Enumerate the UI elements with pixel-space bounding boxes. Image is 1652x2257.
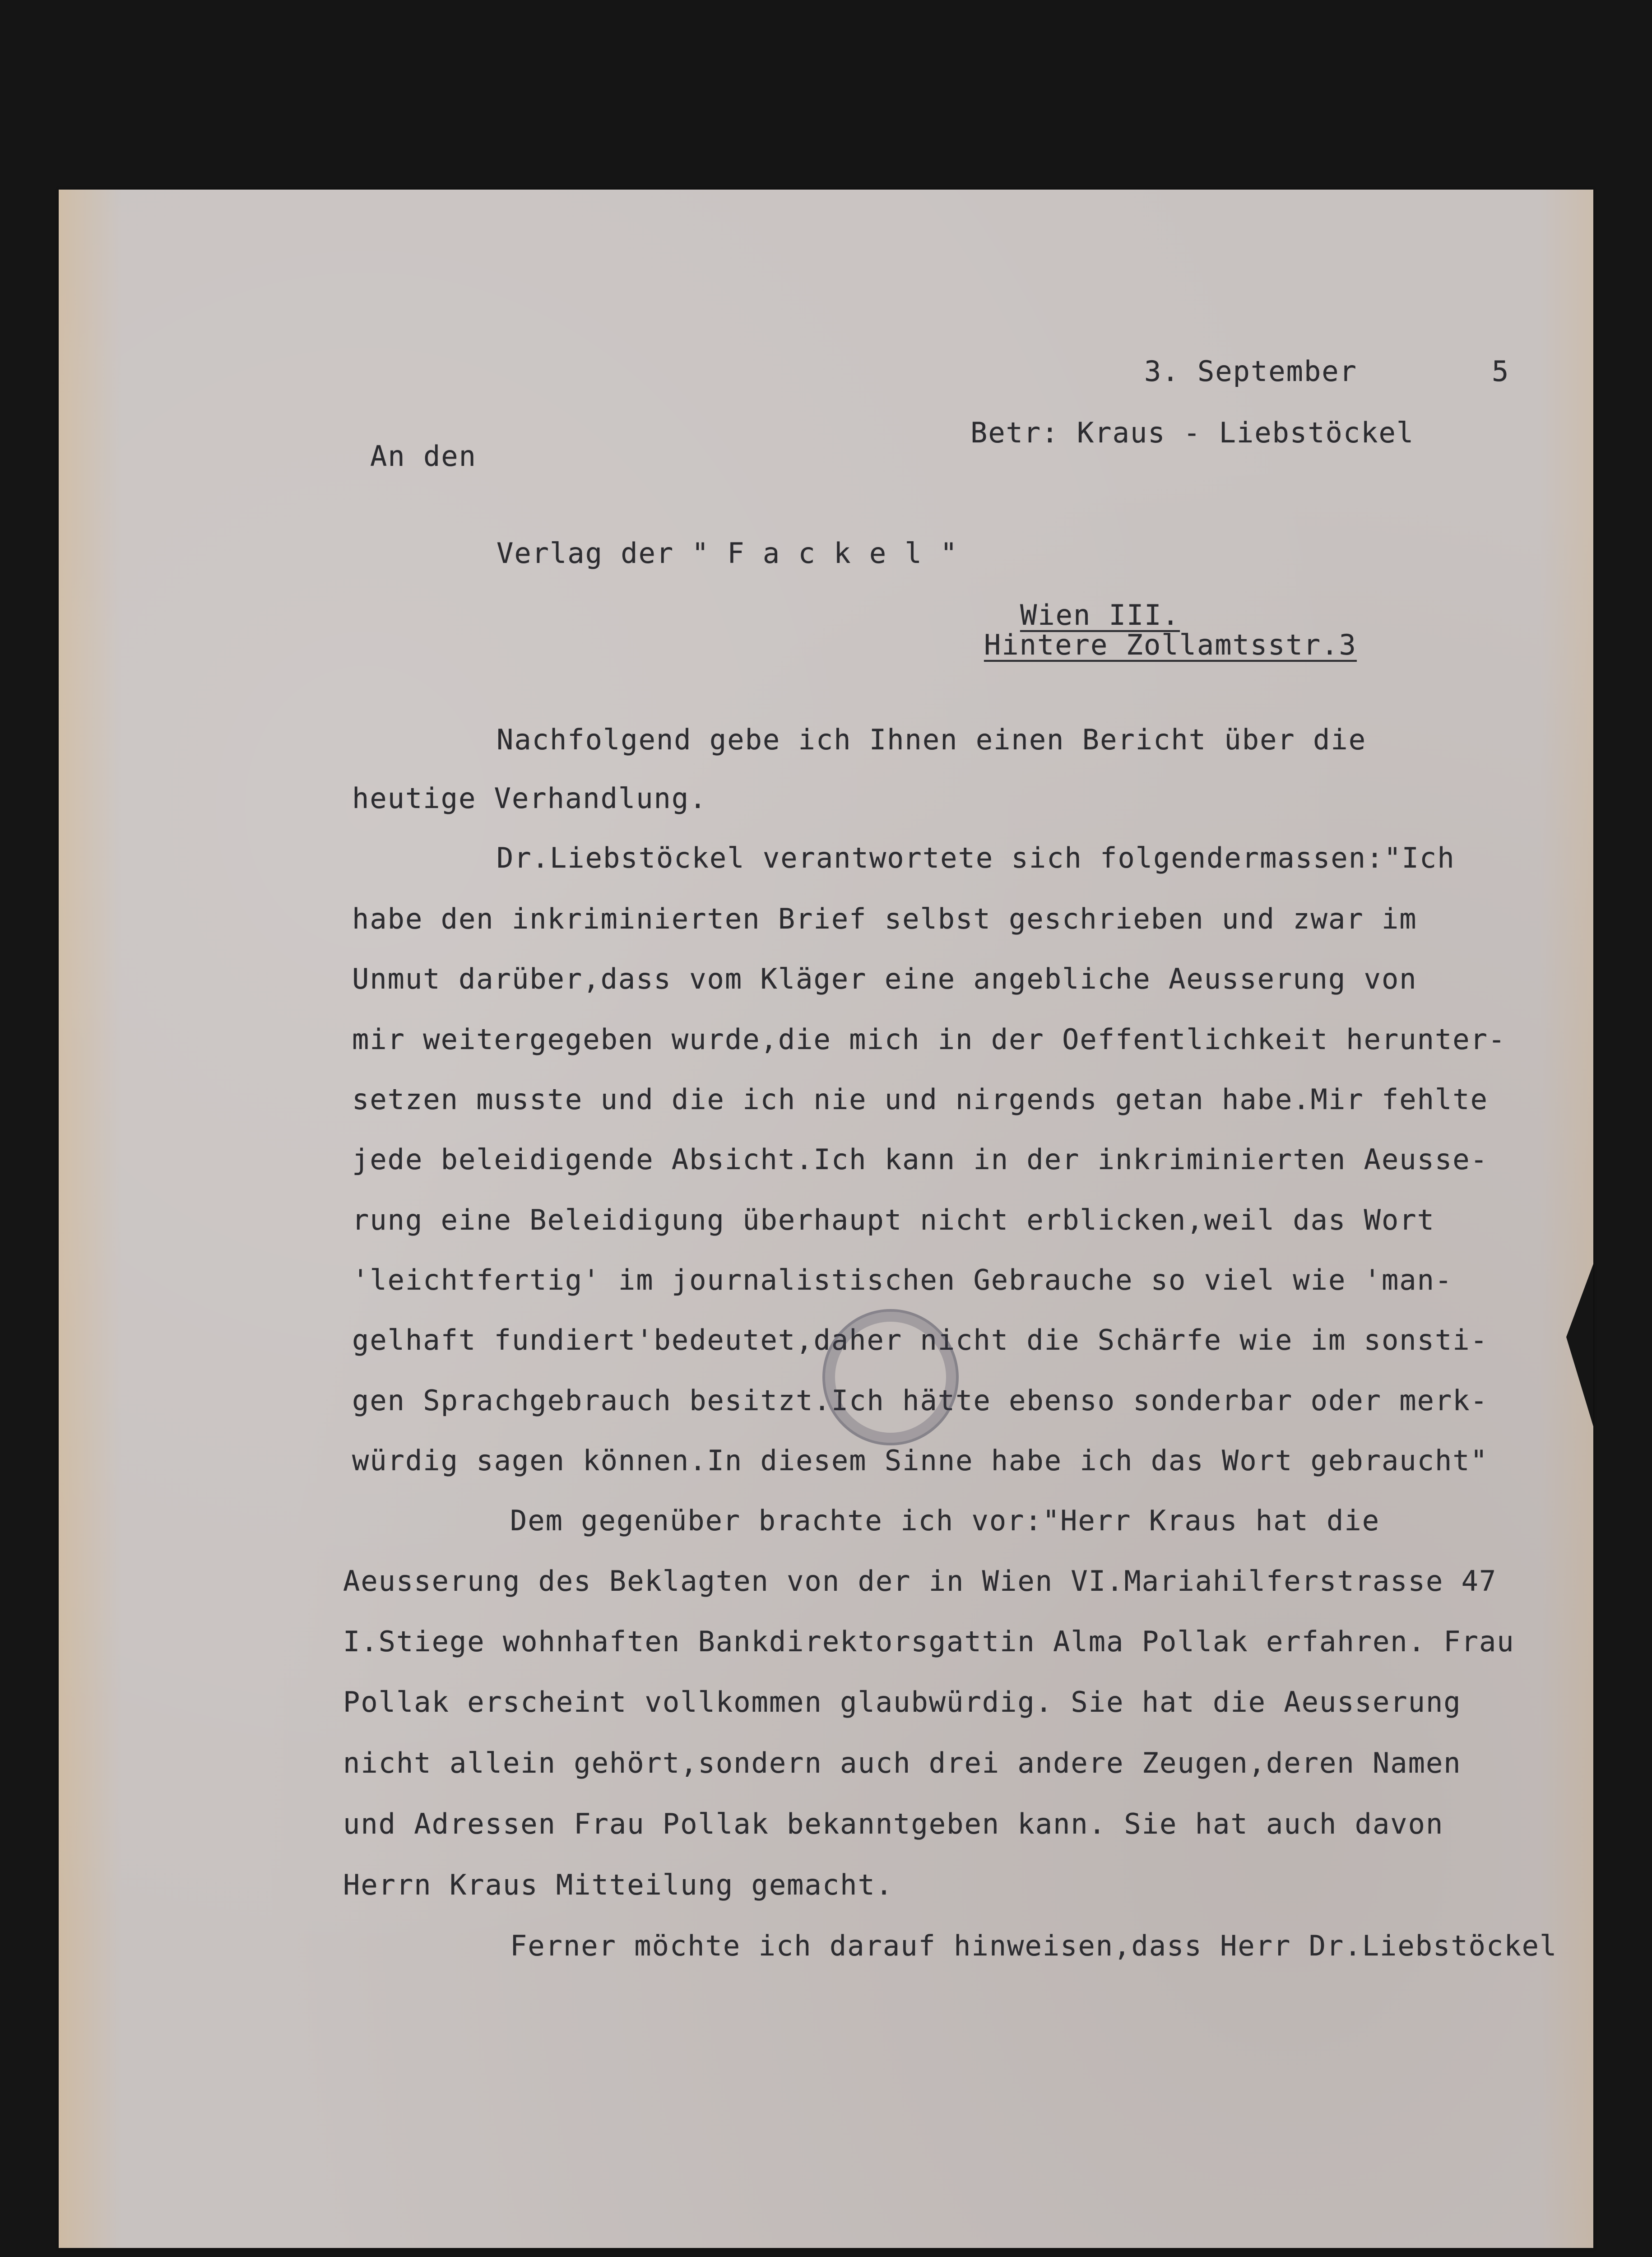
- page-number: 5: [1492, 355, 1510, 388]
- address-city: Wien III.: [1020, 599, 1180, 632]
- body-line: 'leichtfertig' im journalistischen Gebrauche so viel wie 'man-: [352, 1263, 1453, 1296]
- ink-stamp: [822, 1309, 959, 1445]
- letter-date: 3. September: [1144, 355, 1357, 388]
- body-line: Unmut darüber,dass vom Kläger eine angebliche Aeusserung von: [352, 962, 1417, 995]
- subject-line: Betr: Kraus - Liebstöckel: [970, 416, 1415, 449]
- body-line: heutige Verhandlung.: [352, 782, 707, 815]
- salutation: An den: [370, 440, 477, 473]
- body-line: rung eine Beleidigung überhaupt nicht erblicken,weil das Wort: [352, 1203, 1435, 1236]
- body-line: Herrn Kraus Mitteilung gemacht.: [343, 1868, 894, 1901]
- body-line: nicht allein gehört,sondern auch drei andere Zeugen,deren Namen: [343, 1746, 1462, 1779]
- body-line: setzen musste und die ich nie und nirgends getan habe.Mir fehlte: [352, 1083, 1488, 1116]
- recipient-name: Verlag der " F a c k e l ": [497, 537, 958, 570]
- body-line: I.Stiege wohnhaften Bankdirektorsgattin Alma Pollak erfahren. Frau: [343, 1625, 1515, 1658]
- letter-page: [59, 190, 1593, 2248]
- body-line: gelhaft fundiert'bedeutet,daher nicht die Schärfe wie im sonsti-: [352, 1324, 1488, 1356]
- body-line: Nachfolgend gebe ich Ihnen einen Bericht über die: [497, 723, 1367, 756]
- body-line: jede beleidigende Absicht.Ich kann in der inkriminierten Aeusse-: [352, 1143, 1488, 1176]
- body-line: und Adressen Frau Pollak bekanntgeben kann. Sie hat auch davon: [343, 1807, 1444, 1840]
- body-line: Dem gegenüber brachte ich vor:"Herr Kraus hat die: [510, 1504, 1380, 1537]
- body-line: Dr.Liebstöckel verantwortete sich folgendermassen:"Ich: [497, 841, 1455, 874]
- body-line: Aeusserung des Beklagten von der in Wien VI.Mariahilferstrasse 47: [343, 1565, 1497, 1598]
- address-street: Hintere Zollamtsstr.3: [984, 628, 1357, 661]
- body-line: mir weitergegeben wurde,die mich in der Oeffentlichkeit herunter-: [352, 1023, 1506, 1056]
- body-line: gen Sprachgebrauch besitzt.Ich hätte ebenso sonderbar oder merk-: [352, 1384, 1488, 1417]
- body-line: Ferner möchte ich darauf hinweisen,dass Herr Dr.Liebstöckel: [510, 1929, 1558, 1962]
- body-line: habe den inkriminierten Brief selbst geschrieben und zwar im: [352, 902, 1417, 935]
- body-line: Pollak erscheint vollkommen glaubwürdig. Sie hat die Aeusserung: [343, 1686, 1462, 1718]
- body-line: würdig sagen können.In diesem Sinne habe ich das Wort gebraucht": [352, 1444, 1488, 1477]
